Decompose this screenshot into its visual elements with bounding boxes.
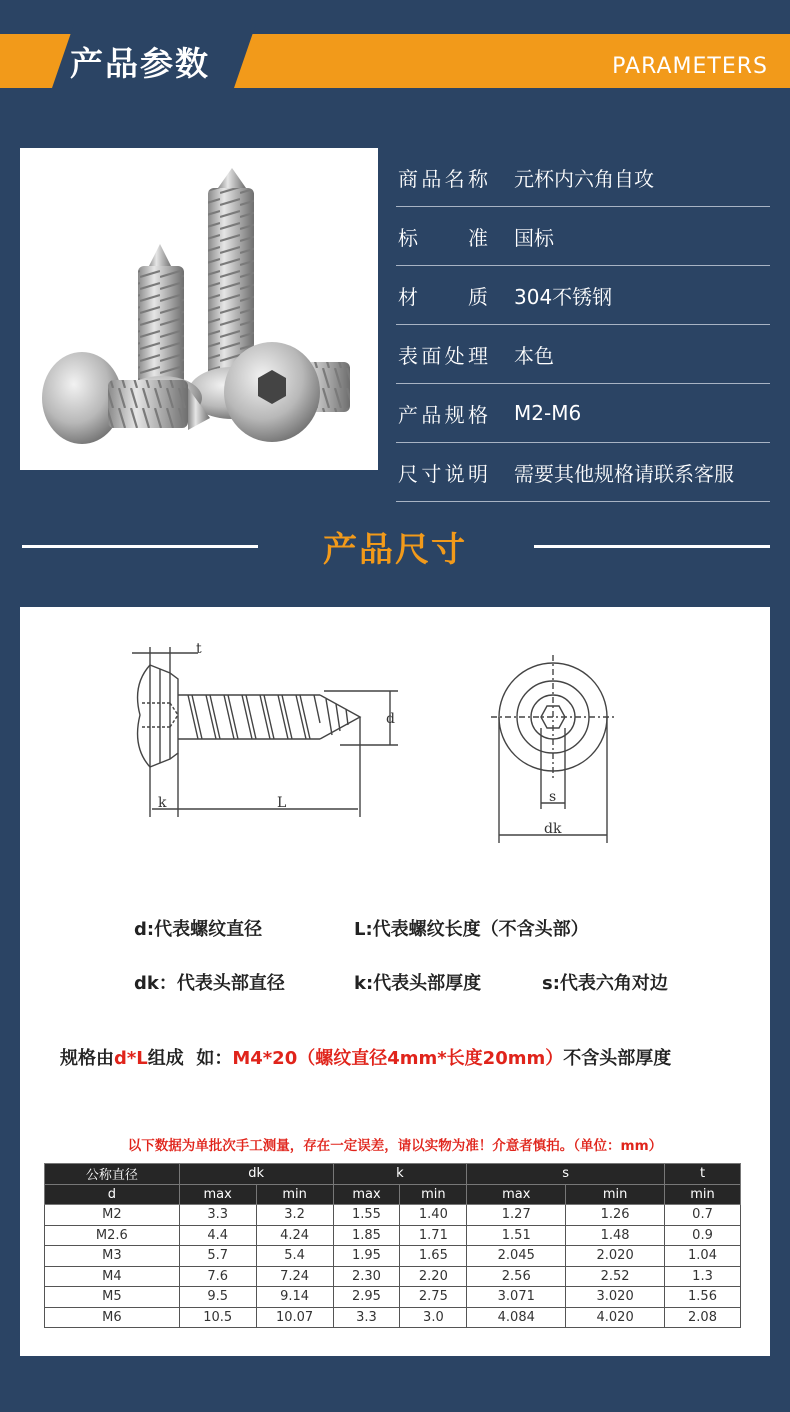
table-row — [45, 1287, 741, 1308]
table-cell: 1.95 — [333, 1246, 400, 1267]
param-row — [396, 148, 770, 207]
param-row — [396, 207, 770, 266]
table-cell: 7.6 — [179, 1266, 256, 1287]
table-subheader-cell: min — [256, 1184, 333, 1205]
table-header-cell: dk — [179, 1164, 333, 1185]
table-header-cell: s — [467, 1164, 665, 1185]
table-row — [45, 1205, 741, 1226]
table-row — [45, 1307, 741, 1328]
param-label: 材质 — [398, 284, 488, 309]
table-size-cell: M3 — [45, 1246, 180, 1267]
param-row — [396, 325, 770, 384]
table-cell: 3.3 — [333, 1307, 400, 1328]
dim-label-t: t — [196, 641, 202, 657]
table-cell: 2.75 — [400, 1287, 467, 1308]
table-cell: 2.20 — [400, 1266, 467, 1287]
legend-s: s:代表六角对边 — [542, 973, 668, 994]
table-cell: 2.020 — [566, 1246, 665, 1267]
param-row — [396, 266, 770, 325]
table-cell: 4.24 — [256, 1225, 333, 1246]
param-label: 尺寸说明 — [398, 461, 488, 486]
table-cell: 9.14 — [256, 1287, 333, 1308]
page-title: 产品参数 — [70, 44, 210, 83]
table-cell: 3.2 — [256, 1205, 333, 1226]
table-size-cell: M5 — [45, 1287, 180, 1308]
table-cell: 2.52 — [566, 1266, 665, 1287]
technical-drawing — [20, 607, 770, 867]
dim-label-dk: dk — [544, 821, 562, 837]
legend-d: d:代表螺纹直径 — [134, 919, 263, 940]
table-size-cell: M4 — [45, 1266, 180, 1287]
table-cell: 1.27 — [467, 1205, 566, 1226]
table-cell: 4.084 — [467, 1307, 566, 1328]
table-body — [45, 1205, 741, 1328]
table-cell: 9.5 — [179, 1287, 256, 1308]
table-cell: 2.95 — [333, 1287, 400, 1308]
table-cell: 1.85 — [333, 1225, 400, 1246]
dim-label-k: k — [158, 795, 167, 811]
table-size-cell: M6 — [45, 1307, 180, 1328]
table-cell: 1.04 — [665, 1246, 741, 1267]
table-subheader-cell: max — [179, 1184, 256, 1205]
table-cell: 1.3 — [665, 1266, 741, 1287]
param-label: 产品规格 — [398, 402, 488, 427]
table-size-cell: M2 — [45, 1205, 180, 1226]
param-label: 标准 — [398, 225, 488, 250]
table-cell: 5.7 — [179, 1246, 256, 1267]
table-row — [45, 1225, 741, 1246]
table-cell: 1.55 — [333, 1205, 400, 1226]
legend-L: L:代表螺纹长度（不含头部） — [354, 919, 589, 940]
table-cell: 1.48 — [566, 1225, 665, 1246]
table-subheader-cell: max — [467, 1184, 566, 1205]
table-cell: 2.30 — [333, 1266, 400, 1287]
dimension-panel — [20, 607, 770, 1356]
param-value: M2-M6 — [514, 401, 582, 425]
param-value: 304不锈钢 — [514, 284, 613, 309]
table-cell: 4.020 — [566, 1307, 665, 1328]
spec-suffix: 不含头部厚度 — [563, 1048, 672, 1069]
legend-dk: dk：代表头部直径 — [134, 973, 285, 994]
page-title-en: PARAMETERS — [612, 54, 768, 79]
spec-formula-dl: d*L — [114, 1048, 148, 1069]
table-cell: 2.045 — [467, 1246, 566, 1267]
screws-illustration — [20, 148, 378, 470]
table-cell: 0.9 — [665, 1225, 741, 1246]
spec-formula — [60, 1044, 671, 1070]
size-table — [44, 1163, 741, 1328]
table-cell: 1.65 — [400, 1246, 467, 1267]
table-header-cell: d — [45, 1184, 180, 1205]
table-cell: 3.020 — [566, 1287, 665, 1308]
table-cell: 1.51 — [467, 1225, 566, 1246]
table-header-cell: k — [333, 1164, 467, 1185]
legend-k: k:代表头部厚度 — [354, 973, 482, 994]
table-row — [45, 1246, 741, 1267]
table-header-cell: t — [665, 1164, 741, 1185]
table-row — [45, 1266, 741, 1287]
table-size-cell: M2.6 — [45, 1225, 180, 1246]
spec-example: M4*20（螺纹直径4mm*长度20mm） — [232, 1048, 564, 1069]
table-header-cell: 公称直径 — [45, 1164, 180, 1185]
table-cell: 0.7 — [665, 1205, 741, 1226]
table-subheader-cell: min — [665, 1184, 741, 1205]
table-cell: 10.07 — [256, 1307, 333, 1328]
param-row — [396, 384, 770, 443]
table-subheader-cell: min — [566, 1184, 665, 1205]
table-subheader-cell: min — [400, 1184, 467, 1205]
table-cell: 1.71 — [400, 1225, 467, 1246]
parameter-list — [396, 148, 770, 502]
table-cell: 3.0 — [400, 1307, 467, 1328]
table-cell: 3.3 — [179, 1205, 256, 1226]
table-cell: 3.071 — [467, 1287, 566, 1308]
table-subheader-cell: max — [333, 1184, 400, 1205]
table-cell: 1.56 — [665, 1287, 741, 1308]
spec-mid: 组成 如： — [147, 1048, 233, 1069]
dim-label-d: d — [386, 711, 395, 727]
table-cell: 1.26 — [566, 1205, 665, 1226]
table-cell: 1.40 — [400, 1205, 467, 1226]
table-cell: 2.08 — [665, 1307, 741, 1328]
section-title: 产品尺寸 — [323, 530, 467, 570]
product-photo — [20, 148, 378, 470]
table-cell: 5.4 — [256, 1246, 333, 1267]
table-cell: 4.4 — [179, 1225, 256, 1246]
measurement-note: 以下数据为单批次手工测量，存在一定误差，请以实物为准！介意者慎拍。（单位：mm） — [127, 1138, 663, 1154]
dim-label-s: s — [549, 789, 557, 805]
param-value: 国标 — [514, 225, 554, 250]
table-cell: 2.56 — [467, 1266, 566, 1287]
spec-prefix: 规格由 — [60, 1048, 114, 1069]
param-label: 表面处理 — [398, 343, 488, 368]
param-label: 商品名称 — [398, 166, 488, 191]
param-value: 元杯内六角自攻 — [514, 166, 654, 191]
dim-label-L: L — [277, 795, 287, 811]
table-cell: 10.5 — [179, 1307, 256, 1328]
section-divider-right — [534, 545, 770, 548]
param-row — [396, 443, 770, 502]
param-value: 本色 — [514, 343, 554, 368]
table-cell: 7.24 — [256, 1266, 333, 1287]
param-value: 需要其他规格请联系客服 — [514, 461, 734, 486]
